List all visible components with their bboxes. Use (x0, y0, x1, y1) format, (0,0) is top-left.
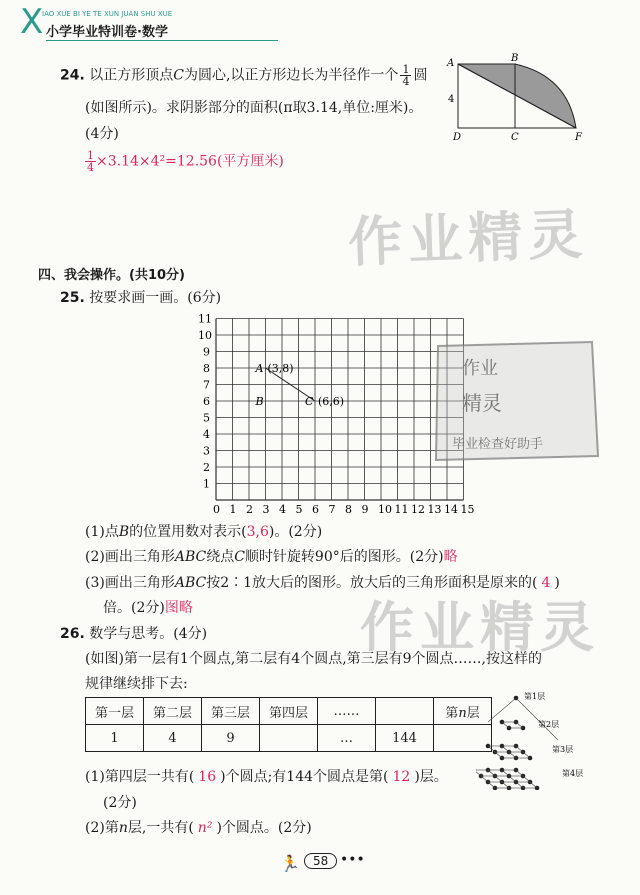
stamp-bottom-text: 毕业检查好助手 (452, 437, 544, 452)
pyramid-edge (481, 776, 488, 782)
point-c-coord: (6,6) (318, 395, 345, 408)
x-tick-label: 10 (378, 503, 392, 516)
x-tick-label: 5 (295, 503, 303, 516)
q24-line1: 24. 以正方形顶点C为圆心,以正方形边长为半径作一个 $\frac{1}{4}$ 圆 (60, 63, 428, 88)
x-tick-label: 9 (361, 503, 369, 516)
footer-dots: ••• (340, 852, 365, 868)
y-tick-label: 2 (203, 461, 210, 474)
table-cell: 第三层 (202, 698, 260, 725)
pyramid-edge (502, 722, 509, 728)
fig-label-side: 4 (448, 94, 455, 105)
table-cell (260, 725, 318, 752)
pyramid-label-2: 第2层 (538, 720, 560, 729)
x-tick-label: 0 (213, 503, 220, 516)
table-row (86, 698, 492, 725)
y-tick-label: 9 (203, 345, 210, 359)
pyramid-edge (488, 746, 495, 752)
section4-title: 四、我会操作。(共10分) (38, 268, 185, 283)
q24-line2: (如图所示)。求阴影部分的面积(π取3.14,单位:厘米)。 (85, 100, 423, 116)
pyramid-edge (516, 782, 523, 788)
x-tick-label: 7 (328, 503, 336, 516)
table-cell: 4 (144, 725, 202, 752)
pyramid-edge (488, 782, 495, 788)
pyramid-label-1: 第1层 (524, 692, 546, 701)
table-cell: … (318, 725, 376, 752)
fig-label-a: A (447, 58, 455, 69)
pyramid-edge (488, 770, 495, 776)
pyramid-label-3: 第3层 (552, 745, 574, 754)
fig-label-f: F (575, 132, 582, 143)
table-cell: 9 (202, 725, 260, 752)
x-tick-label: 8 (345, 503, 352, 516)
point-a-label: A (255, 362, 264, 375)
pyramid-edge (495, 752, 502, 758)
stamp (432, 336, 602, 466)
q24-points: (4分) (85, 126, 119, 142)
y-tick-label: 3 (203, 444, 210, 458)
header-rule (46, 40, 278, 41)
x-tick-label: 15 (460, 503, 475, 516)
dot-pyramid (476, 690, 616, 790)
pyramid-edge (516, 746, 523, 752)
stamp-mid-text: 精灵 (462, 391, 502, 415)
fig-label-d: D (453, 132, 462, 143)
table-row (86, 725, 492, 752)
fig-label-b: B (511, 53, 519, 64)
pyramid-edge (509, 776, 516, 782)
q26-title: 26. 数学与思考。(4分) (60, 626, 208, 642)
pyramid-edge (502, 746, 509, 752)
table-cell: …… (318, 698, 376, 725)
header (20, 2, 300, 44)
x-tick-label: 6 (312, 503, 319, 516)
q25-sub3: (3)画出三角形ABC按2∶1放大后的图形。放大后的三角形面积是原来的( 4 ) (85, 575, 560, 591)
pyramid-edge (476, 770, 481, 776)
table-cell: 第二层 (144, 698, 202, 725)
table-cell (376, 698, 434, 725)
pyramid-edge (509, 752, 516, 758)
runner-icon: 🏃 (280, 854, 300, 873)
y-tick-label: 6 (203, 395, 210, 408)
x-tick-label: 11 (394, 503, 409, 516)
pyramid-edge (516, 770, 523, 776)
q26-sub1-points: (2分) (103, 795, 137, 811)
q26-sub1: (1)第四层一共有( 16 )个圆点;有144个圆点是第( 12 )层。 (85, 769, 448, 785)
pyramid-edge (502, 782, 509, 788)
q25-sub2: (2)画出三角形ABC绕点C顺时针旋转90°后的图形。(2分)略 (85, 549, 458, 565)
pyramid-edge (523, 752, 530, 758)
point-a-coord: (3,8) (267, 362, 294, 375)
point-c-label: C (305, 395, 314, 408)
sequence-table (85, 697, 492, 752)
q24-fraction: $\frac{1}{4}$ (402, 63, 410, 88)
pyramid-edge (516, 722, 523, 728)
y-tick-label: 5 (203, 411, 210, 425)
watermark-top: 作业精灵 (347, 202, 590, 275)
pyramid-edge (502, 770, 509, 776)
y-tick-label: 4 (203, 428, 210, 441)
footer (280, 852, 370, 876)
q25-sub3-line2: 倍。(2分)图略 (103, 600, 193, 616)
x-tick-label: 14 (444, 503, 458, 516)
watermark-bottom: 作业精灵 (360, 596, 600, 659)
q24-answer: $\frac{1}{4}$ ×3.14×4²=12.56(平方厘米) (87, 149, 284, 174)
pyramid-edge (530, 782, 537, 788)
q26-sub2: (2)第n层,一共有( n² )个圆点。(2分) (85, 820, 312, 836)
x-tick-label: 2 (246, 503, 253, 516)
pyramid-dots (476, 696, 558, 790)
page-number: 58 (304, 853, 337, 869)
pyramid-edge (488, 698, 516, 722)
fig-label-c: C (511, 132, 519, 143)
x-tick-label: 13 (427, 503, 442, 516)
pyramid-edge (516, 698, 558, 740)
table-cell: 第四层 (260, 698, 318, 725)
header-title: 小学毕业特训卷·数学 (46, 25, 168, 40)
grid-lines (216, 319, 464, 501)
y-tick-label: 8 (203, 362, 210, 375)
x-tick-label: 1 (229, 503, 237, 516)
y-tick-label: 10 (198, 329, 212, 342)
q26-line2: 规律继续排下去: (85, 676, 188, 692)
x-tick-label: 4 (279, 503, 286, 516)
point-b-label: B (255, 395, 264, 408)
y-tick-label: 7 (203, 378, 210, 392)
q24-figure (444, 52, 594, 144)
y-tick-label: 1 (203, 477, 210, 491)
y-tick-label: 11 (198, 312, 212, 326)
q26-line1: (如图)第一层有1个圆点,第二层有4个圆点,第三层有9个圆点……,按这样的 (85, 651, 542, 667)
header-pinyin: IAO XUE BI YE TE XUN JUAN SHU XUE (42, 10, 173, 18)
x-tick-label: 12 (411, 503, 425, 516)
pyramid-edge (495, 776, 502, 782)
table-cell: 144 (376, 725, 434, 752)
stamp-top-text: 作业 (462, 358, 498, 379)
table-cell: 第一层 (86, 698, 144, 725)
x-tick-label: 3 (262, 503, 270, 516)
q25-sub1: (1)点B的位置用数对表示(3,6)。(2分) (85, 524, 323, 540)
q25-title: 25. 按要求画一画。(6分) (60, 290, 222, 306)
header-logo-letter: X (20, 2, 44, 42)
table-cell: 第n层 (434, 698, 492, 725)
pyramid-label-4: 第4层 (562, 769, 584, 778)
pyramid-edge (523, 776, 530, 782)
table-cell: 1 (86, 725, 144, 752)
